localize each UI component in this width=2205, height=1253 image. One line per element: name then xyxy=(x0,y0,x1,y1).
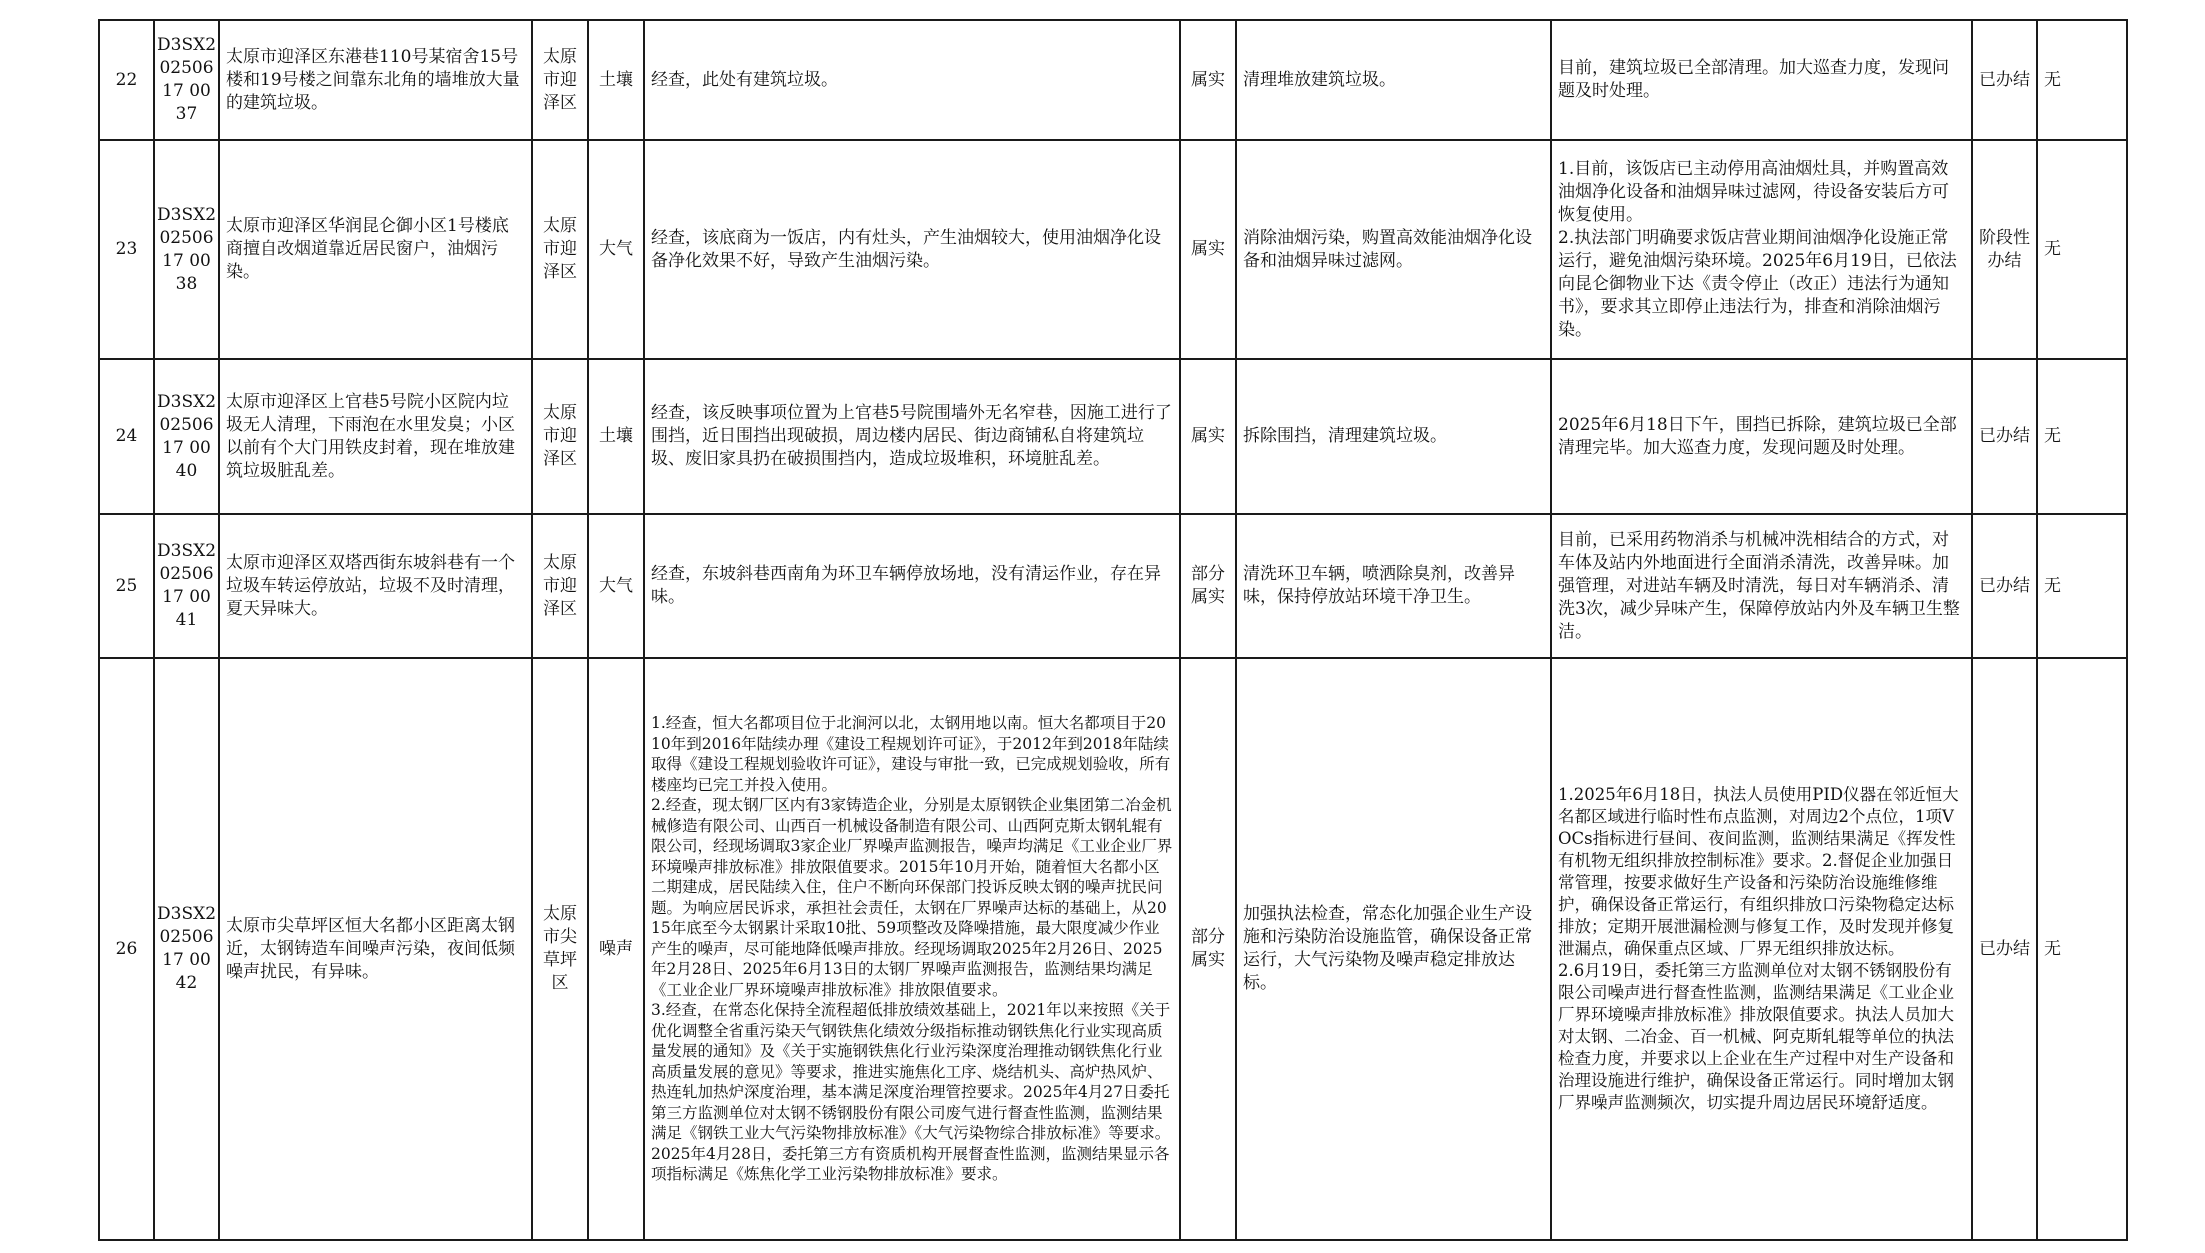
row-number: 23 xyxy=(99,140,154,359)
status: 已办结 xyxy=(1972,20,2037,140)
pollution-type: 大气 xyxy=(588,514,644,658)
rectification-requirement: 加强执法检查，常态化加强企业生产设施和污染防治设施监管，确保设备正常运行，大气污染物及噪声稳定排放达标。 xyxy=(1236,658,1551,1240)
investigation-findings: 经查，东坡斜巷西南角为环卫车辆停放场地，没有清运作业，存在异味。 xyxy=(644,514,1180,658)
district: 太原市迎泽区 xyxy=(532,20,588,140)
handling-result: 目前，建筑垃圾已全部清理。加大巡查力度，发现问题及时处理。 xyxy=(1551,20,1972,140)
verdict: 属实 xyxy=(1180,140,1236,359)
case-code: D3SX20250617 0038 xyxy=(154,140,219,359)
complaint-table xyxy=(98,19,2128,1241)
row-number: 25 xyxy=(99,514,154,658)
case-code: D3SX20250617 0041 xyxy=(154,514,219,658)
table-row xyxy=(99,359,2127,514)
pollution-type: 土壤 xyxy=(588,20,644,140)
table-row xyxy=(99,514,2127,658)
district: 太原市尖草坪区 xyxy=(532,658,588,1240)
rectification-requirement: 清洗环卫车辆，喷洒除臭剂，改善异味，保持停放站环境干净卫生。 xyxy=(1236,514,1551,658)
complaint-content: 太原市迎泽区双塔西街东坡斜巷有一个垃圾车转运停放站，垃圾不及时清理，夏天异味大。 xyxy=(219,514,532,658)
row-number: 22 xyxy=(99,20,154,140)
table-row xyxy=(99,140,2127,359)
table-row xyxy=(99,20,2127,140)
handling-result: 1.目前，该饭店已主动停用高油烟灶具，并购置高效油烟净化设备和油烟异味过滤网，待设备安装后方可恢复使用。 2.执法部门明确要求饭店营业期间油烟净化设施正常运行，避免油烟污染环境。2025年6月19日，已依法向昆仑御物业下达《责令停止（改正）违法行为通知书》，要求其立即停止违法行为，排查和消除油烟污染。 xyxy=(1551,140,1972,359)
complaint-content: 太原市迎泽区华润昆仑御小区1号楼底商擅自改烟道靠近居民窗户，油烟污染。 xyxy=(219,140,532,359)
row-number: 24 xyxy=(99,359,154,514)
status: 已办结 xyxy=(1972,359,2037,514)
verdict: 属实 xyxy=(1180,20,1236,140)
table-row xyxy=(99,658,2127,1240)
handling-result: 2025年6月18日下午，围挡已拆除，建筑垃圾已全部清理完毕。加大巡查力度，发现问题及时处理。 xyxy=(1551,359,1972,514)
verdict: 部分属实 xyxy=(1180,514,1236,658)
handling-result: 目前，已采用药物消杀与机械冲洗相结合的方式，对车体及站内外地面进行全面消杀清洗，改善异味。加强管理，对进站车辆及时清洗，每日对车辆消杀、清洗3次，减少异味产生，保障停放站内外及车辆卫生整洁。 xyxy=(1551,514,1972,658)
accountability: 无 xyxy=(2037,514,2127,658)
investigation-findings: 1.经查，恒大名都项目位于北涧河以北，太钢用地以南。恒大名都项目于2010年到2016年陆续办理《建设工程规划许可证》，于2012年到2018年陆续取得《建设工程规划验收许可证》，建设与审批一致，已完成规划验收，所有楼座均已完工并投入使用。 2.经查，现太钢厂区内有3家铸造企业，分别是太原钢铁企业集团第二冶金机械修造有限公司、山西百一机械设备制造有限公司、山西阿克斯太钢轧辊有限公司，经现场调取3家企业厂界噪声监测报告，噪声均满足《工业企业厂界环境噪声排放标准》排放限值要求。2015年10月开始，随着恒大名都小区二期建成，居民陆续入住，住户不断向环保部门投诉反映太钢的噪声扰民问题。为响应居民诉求，承担社会责任，太钢在厂界噪声达标的基础上，从2015年底至今太钢累计采取10批、59项整改及降噪措施，最大限度减少作业产生的噪声，尽可能地降低噪声排放。经现场调取2025年2月26日、2025年2月28日、2025年6月13日的太钢厂界噪声监测报告，监测结果均满足《工业企业厂界环境噪声排放标准》排放限值要求。 3.经查，在常态化保持全流程超低排放绩效基础上，2021年以来按照《关于优化调整全省重污染天气钢铁焦化绩效分级指标推动钢铁焦化行业实现高质量发展的通知》及《关于实施钢铁焦化行业污染深度治理推动钢铁焦化行业高质量发展的意见》等要求，推进实施焦化工序、烧结机头、高炉热风炉、热连轧加热炉深度治理，基本满足深度治理管控要求。2025年4月27日委托第三方监测单位对太钢不锈钢股份有限公司废气进行督查性监测，监测结果满足《钢铁工业大气污染物排放标准》《大气污染物综合排放标准》等要求。2025年4月28日，委托第三方有资质机构开展督查性监测，监测结果显示各项指标满足《炼焦化学工业污染物排放标准》要求。 xyxy=(644,658,1180,1240)
case-code: D3SX20250617 0037 xyxy=(154,20,219,140)
verdict: 属实 xyxy=(1180,359,1236,514)
district: 太原市迎泽区 xyxy=(532,140,588,359)
rectification-requirement: 清理堆放建筑垃圾。 xyxy=(1236,20,1551,140)
complaint-content: 太原市迎泽区上官巷5号院小区院内垃圾无人清理，下雨泡在水里发臭；小区以前有个大门用铁皮封着，现在堆放建筑垃圾脏乱差。 xyxy=(219,359,532,514)
status: 阶段性办结 xyxy=(1972,140,2037,359)
status: 已办结 xyxy=(1972,658,2037,1240)
pollution-type: 土壤 xyxy=(588,359,644,514)
accountability: 无 xyxy=(2037,658,2127,1240)
handling-result: 1.2025年6月18日，执法人员使用PID仪器在邻近恒大名都区域进行临时性布点监测，对周边2个点位，1项VOCs指标进行昼间、夜间监测，监测结果满足《挥发性有机物无组织排放控制标准》要求。2.督促企业加强日常管理，按要求做好生产设备和污染防治设施维修维护，确保设备正常运行，有组织排放口污染物稳定达标排放；定期开展泄漏检测与修复工作，及时发现并修复泄漏点，确保重点区域、厂界无组织排放达标。 2.6月19日，委托第三方监测单位对太钢不锈钢股份有限公司噪声进行督查性监测，监测结果满足《工业企业厂界环境噪声排放标准》排放限值要求。执法人员加大对太钢、二冶金、百一机械、阿克斯轧辊等单位的执法检查力度，并要求以上企业在生产过程中对生产设备和治理设施进行维护，确保设备正常运行。同时增加太钢厂界噪声监测频次，切实提升周边居民环境舒适度。 xyxy=(1551,658,1972,1240)
row-number: 26 xyxy=(99,658,154,1240)
complaint-content: 太原市尖草坪区恒大名都小区距离太钢近，太钢铸造车间噪声污染，夜间低频噪声扰民，有异味。 xyxy=(219,658,532,1240)
investigation-findings: 经查，该反映事项位置为上官巷5号院围墙外无名窄巷，因施工进行了围挡，近日围挡出现破损，周边楼内居民、街边商铺私自将建筑垃圾、废旧家具扔在破损围挡内，造成垃圾堆积，环境脏乱差。 xyxy=(644,359,1180,514)
status: 已办结 xyxy=(1972,514,2037,658)
district: 太原市迎泽区 xyxy=(532,514,588,658)
pollution-type: 噪声 xyxy=(588,658,644,1240)
complaint-content: 太原市迎泽区东港巷110号某宿舍15号楼和19号楼之间靠东北角的墙堆放大量的建筑垃圾。 xyxy=(219,20,532,140)
pollution-type: 大气 xyxy=(588,140,644,359)
rectification-requirement: 拆除围挡，清理建筑垃圾。 xyxy=(1236,359,1551,514)
table-body xyxy=(99,20,2127,1240)
accountability: 无 xyxy=(2037,140,2127,359)
case-code: D3SX20250617 0040 xyxy=(154,359,219,514)
investigation-findings: 经查，该底商为一饭店，内有灶头，产生油烟较大，使用油烟净化设备净化效果不好，导致产生油烟污染。 xyxy=(644,140,1180,359)
district: 太原市迎泽区 xyxy=(532,359,588,514)
accountability: 无 xyxy=(2037,359,2127,514)
case-code: D3SX20250617 0042 xyxy=(154,658,219,1240)
verdict: 部分属实 xyxy=(1180,658,1236,1240)
accountability: 无 xyxy=(2037,20,2127,140)
investigation-findings: 经查，此处有建筑垃圾。 xyxy=(644,20,1180,140)
rectification-requirement: 消除油烟污染，购置高效能油烟净化设备和油烟异味过滤网。 xyxy=(1236,140,1551,359)
